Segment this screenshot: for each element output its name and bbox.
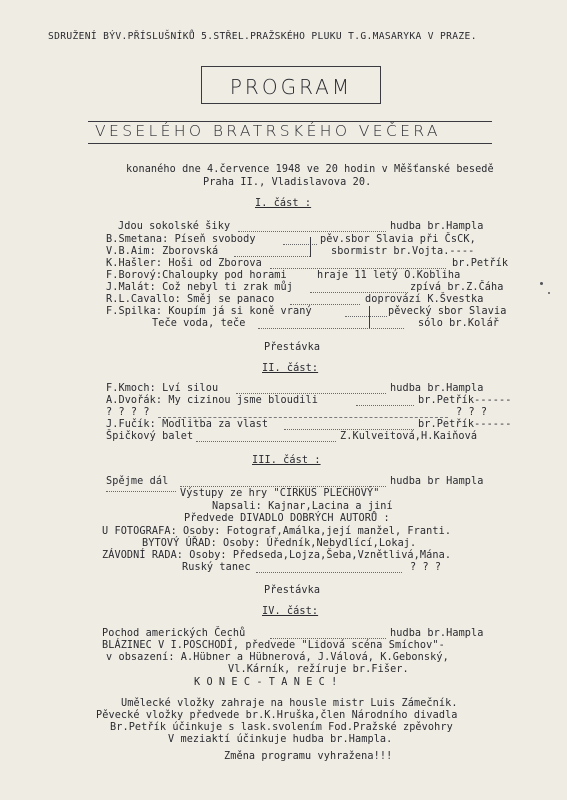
program-item-left: J.Malát: Což nebyl ti zrak můj (106, 282, 294, 293)
scene-line: BYTOVÝ ÚŘAD: Osoby: Úředník,Nebydlící,Lokaj. (142, 538, 417, 549)
program-item-left: Špičkový balet (106, 431, 194, 442)
program-item-right: zpívá br.Z.Čáha (410, 282, 504, 293)
leader-dots (270, 268, 446, 269)
play-title-line: Výstupy ze hry "CIRKUS PLECHOVÝ" (180, 488, 380, 499)
program-item-right: Z.Kulveitová,H.Kaiňová (340, 431, 478, 442)
event-address: Praha II., Vladislavova 20. (203, 177, 372, 188)
program-item-right: doprovází K.Švestka (365, 294, 484, 305)
part3-heading: III. část : (252, 455, 321, 466)
footer-note: Br.Petřík účinkuje s lask.svolením Fod.Pražské zpěvohry (110, 722, 453, 733)
leader-dots (290, 304, 360, 305)
leader-dots (283, 244, 317, 245)
brace-mark (307, 237, 311, 257)
leader-dots (180, 486, 386, 487)
program-item-right: sbormistr br.Vojta.---- (331, 246, 475, 257)
subtitle-rule-bottom (88, 143, 492, 144)
program-item-left: F.Spilka: Koupím já si koně vraný (106, 306, 312, 317)
leader-dashes (158, 417, 448, 418)
program-title: PROGRAM (229, 75, 353, 99)
direction-line: Vl.Kárník, režíruje br.Fišer. (228, 664, 409, 675)
play-authors-line: Napsali: Kajnar,Lacina a jiní (212, 501, 393, 512)
program-item-left: Jdou sokolské šiky (118, 221, 231, 232)
footer-note: V meziaktí účinkuje hudba br.Hampla. (168, 734, 393, 745)
program-item-left: Ruský tanec (182, 562, 251, 573)
cast-line: v obsazení: A.Hübner a Hübnerová, J.Válová, K.Gebonský, (106, 652, 449, 663)
program-item-right: hudba br.Hampla (390, 221, 484, 232)
program-item-left: K.Hašler: Hoši od Zborova (106, 258, 262, 269)
program-item-right: ? ? ? (410, 562, 442, 573)
leader-dots (236, 393, 386, 394)
program-item-left: F.Kmoch: Lví silou (106, 383, 219, 394)
program-item-right: hudba br Hampla (390, 476, 484, 487)
program-item-left: F.Borový:Chaloupky pod horami (106, 270, 287, 281)
leader-dots (196, 441, 336, 442)
program-item-right: hudba br.Hampla (390, 628, 484, 639)
program-item-right: pěvecký sbor Slavia (388, 306, 507, 317)
finale-line: K O N E C - T A N E C ! (194, 677, 338, 688)
leader-dots (258, 328, 404, 329)
leader-dots (356, 405, 414, 406)
footer-disclaimer: Změna programu vyhražena!!! (224, 751, 393, 762)
program-item-left: R.L.Cavallo: Směj se panaco (106, 294, 275, 305)
underline-dots (106, 491, 176, 492)
leader-dots (270, 638, 386, 639)
play-line: BLÁZINEC V I.POSCHODÍ, předvede "Lidová scéna Smíchov"- (102, 640, 445, 651)
program-item-left: A.Dvořák: My cizinou jsme bloudili (106, 395, 318, 406)
leader-dots (284, 429, 414, 430)
part4-heading: IV. část: (262, 606, 319, 617)
program-item-right: hudba br.Hampla (390, 383, 484, 394)
scene-line: ZÁVODNÍ RADA: Osoby: Předseda,Lojza,Šeba,Vznětlivá,Mána. (102, 550, 452, 561)
program-item-left: Teče voda, teče (152, 318, 246, 329)
paper-speck (548, 292, 550, 294)
paper-speck (540, 282, 543, 285)
part2-heading: II. část: (262, 363, 319, 374)
program-item-right: ? ? ? (456, 407, 488, 418)
program-item-left: V.B.Aim: Zborovská (106, 246, 219, 257)
intermission-label: Přestávka (264, 342, 321, 353)
program-item-right: pěv.sbor Slavia při ČsCK, (320, 234, 476, 245)
program-item-right: br.Petřík (452, 258, 509, 269)
organization-header: SDRUŽENÍ BÝV.PŘÍSLUŠNÍKŮ 5.STŘEL.PRAŽSKÉHO PLUKU T.G.MASARYKA V PRAZE. (48, 31, 477, 42)
program-item-left: J.Fučík: Modlitba za vlast (106, 419, 269, 430)
program-item-right: sólo br.Kolář (418, 318, 500, 329)
program-item-left: ? ? ? ? (106, 407, 150, 418)
intermission-label: Přestávka (264, 585, 321, 596)
program-item-right: hraje 11 letý O.Kobliha (317, 270, 461, 281)
leader-dots (256, 572, 402, 573)
play-performer-line: Předvede DIVADLO DOBRÝCH AUTORŮ : (184, 513, 390, 524)
leader-dots (234, 256, 310, 257)
footer-note: Pěvecké vložky předvede br.K.Hruška,člen Národního divadla (96, 710, 458, 721)
scene-line: U FOTOGRAFA: Osoby: Fotograf,Amálka,její manžel, Franti. (102, 526, 452, 537)
program-item-right: br.Petřík------ (418, 395, 512, 406)
program-item-left: Pochod amerických Čechů (102, 628, 246, 639)
part1-heading: I. část : (255, 198, 312, 209)
event-date-place: konaného dne 4.července 1948 ve 20 hodin v Měšťanské besedě (126, 164, 494, 175)
leader-dots (310, 292, 408, 293)
leader-dots (238, 231, 386, 232)
program-item-left: B.Smetana: Píseň svobody (106, 234, 256, 245)
program-item-right: br.Petřík------ (418, 419, 512, 430)
program-title-box (201, 66, 381, 104)
brace-mark (366, 306, 370, 328)
event-subtitle: VESELÉHO BRATRSKÉHO VEČERA (95, 122, 441, 140)
program-item-left: Spějme dál (106, 476, 169, 487)
footer-note: Umělecké vložky zahraje na housle mistr Luis Zámečník. (121, 698, 458, 709)
